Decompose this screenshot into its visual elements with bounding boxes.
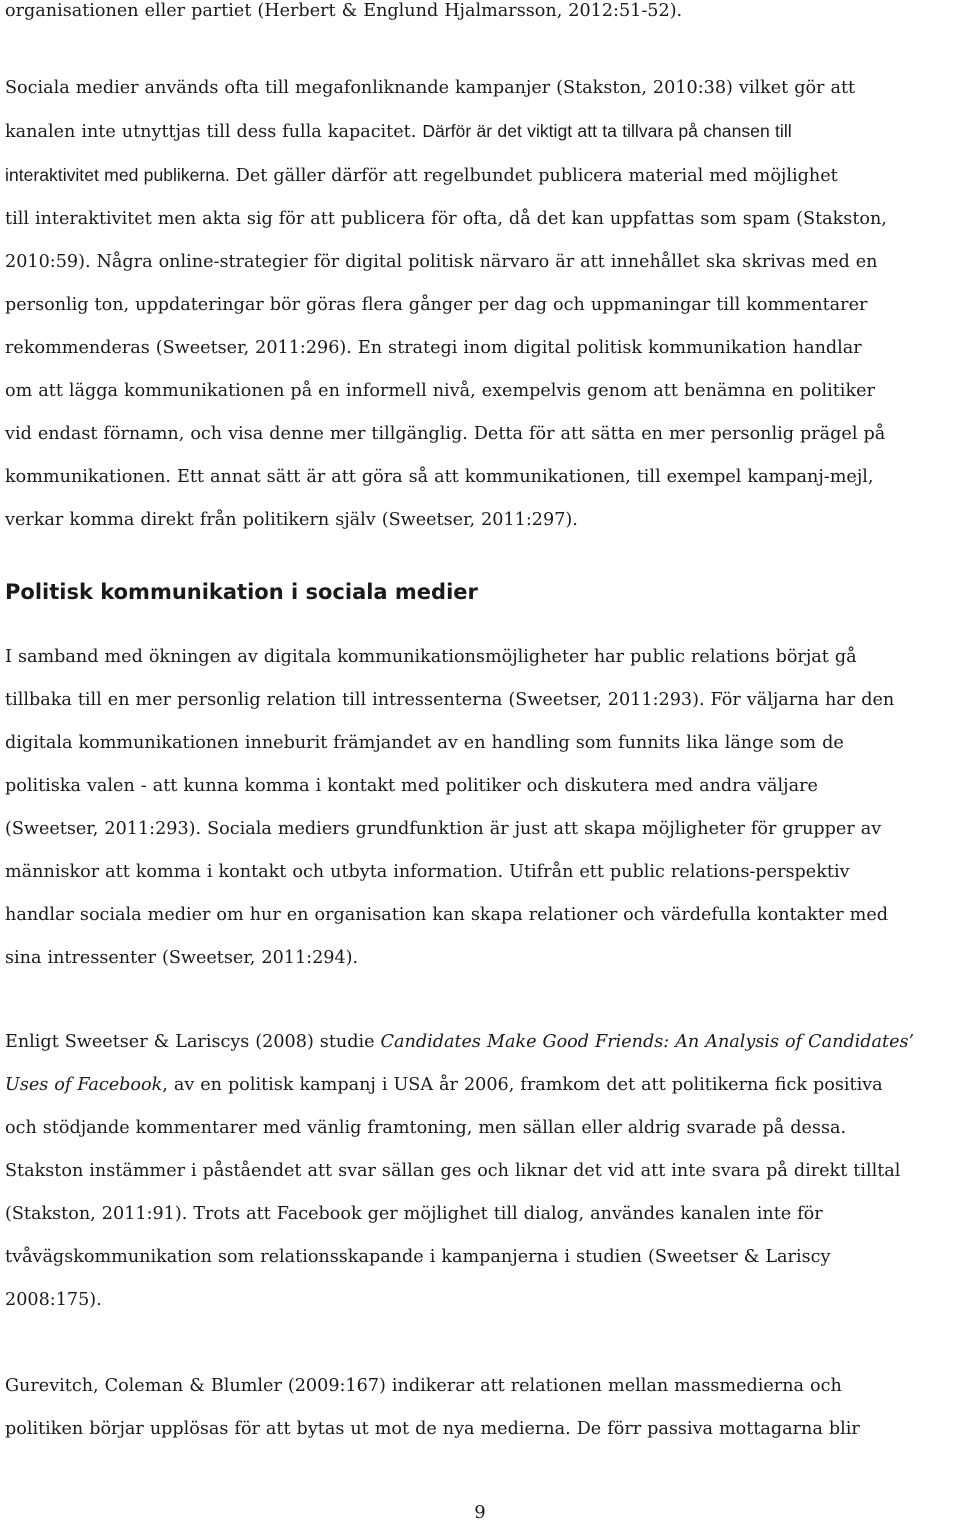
- text-segment: Det gäller därför att regelbundet publicera material med möjlighet: [229, 166, 838, 186]
- text-line: [5, 110, 887, 154]
- text-line: personlig ton, uppdateringar bör göras flera gånger per dag och uppmaningar till kommentarer: [5, 295, 868, 315]
- section-heading: Politisk kommunikation i sociala medier: [5, 580, 478, 604]
- text-line: handlar sociala medier om hur en organisation kan skapa relationer och värdefulla kontakter med: [5, 905, 889, 925]
- text-line: politiska valen - att kunna komma i kontakt med politiker och diskutera med andra väljare: [5, 776, 818, 796]
- text-line: rekommenderas (Sweetser, 2011:296). En strategi inom digital politisk kommunikation handlar: [5, 338, 862, 358]
- text-line: och stödjande kommentarer med vänlig framtoning, men sällan eller aldrig svarade på dessa.: [5, 1118, 847, 1138]
- text-line: människor att komma i kontakt och utbyta information. Utifrån ett public relations-perspektiv: [5, 862, 850, 882]
- text-line: politiken börjar upplösas för att bytas ut mot de nya medierna. De förr passiva mottagarna blir: [5, 1419, 860, 1439]
- text-line: digitala kommunikationen inneburit främjandet av en handling som funnits lika länge som de: [5, 733, 844, 753]
- text-segment-sans: interaktivitet med publikerna.: [5, 165, 230, 185]
- text-segment-sans: Därför är det viktigt att ta tillvara på chansen till: [422, 121, 792, 141]
- study-title-italic: Candidates Make Good Friends: An Analysis of Candidates’: [380, 1032, 915, 1052]
- text-line: Stakston instämmer i påståendet att svar sällan ges och liknar det vid att inte svara på direkt tilltal: [5, 1161, 901, 1181]
- text-line: Sociala medier används ofta till megafonliknande kampanjer (Stakston, 2010:38) vilket gör att: [5, 78, 856, 98]
- text-segment: Enligt Sweetser & Lariscys (2008) studie: [5, 1032, 381, 1052]
- paragraph-digital-communication: [5, 636, 894, 980]
- text-line: tillbaka till en mer personlig relation till intressenterna (Sweetser, 2011:293). För väljarna har den: [5, 690, 895, 710]
- text-line: [5, 1021, 914, 1064]
- text-line: (Sweetser, 2011:293). Sociala mediers grundfunktion är just att skapa möjligheter för grupper av: [5, 819, 882, 839]
- text-line: (Stakston, 2011:91). Trots att Facebook ger möjlighet till dialog, användes kanalen inte för: [5, 1204, 823, 1224]
- text-line: om att lägga kommunikationen på en informell nivå, exempelvis genom att benämna en politiker: [5, 381, 875, 401]
- paragraph-facebook-study: [5, 1021, 914, 1322]
- text-line: Gurevitch, Coleman & Blumler (2009:167) indikerar att relationen mellan massmedierna och: [5, 1376, 842, 1396]
- study-title-italic: Uses of Facebook: [5, 1075, 163, 1095]
- text-line: I samband med ökningen av digitala kommunikationsmöjligheter har public relations börjat gå: [5, 647, 857, 667]
- text-segment: , av en politisk kampanj i USA år 2006, framkom det att politikerna fick positiva: [162, 1075, 883, 1095]
- text-line: [5, 1064, 914, 1107]
- text-line: [5, 154, 887, 198]
- text-line: tvåvägskommunikation som relationsskapande i kampanjerna i studien (Sweetser & Lariscy: [5, 1247, 831, 1267]
- text-line: vid endast förnamn, och visa denne mer tillgänglig. Detta för att sätta en mer personlig prägel på: [5, 424, 886, 444]
- page-number: 9: [474, 1502, 486, 1523]
- text-segment: kanalen inte utnyttjas till dess fulla kapacitet.: [5, 122, 423, 142]
- paragraph-media-relations: [5, 1365, 860, 1451]
- text-line: 2008:175).: [5, 1290, 102, 1310]
- text-line: sina intressenter (Sweetser, 2011:294).: [5, 948, 359, 968]
- paragraph-social-media-strategies: [5, 67, 887, 542]
- text-line: organisationen eller partiet (Herbert & Englund Hjalmarsson, 2012:51-52).: [5, 1, 683, 21]
- text-line: kommunikationen. Ett annat sätt är att göra så att kommunikationen, till exempel kampanj-mejl,: [5, 467, 874, 487]
- text-line: 2010:59). Några online-strategier för digital politisk närvaro är att innehållet ska skrivas med en: [5, 252, 878, 272]
- text-line: verkar komma direkt från politikern själv (Sweetser, 2011:297).: [5, 510, 578, 530]
- paragraph-carryover: [5, 0, 682, 33]
- text-line: till interaktivitet men akta sig för att publicera för ofta, då det kan uppfattas som spam (Stakston,: [5, 209, 887, 229]
